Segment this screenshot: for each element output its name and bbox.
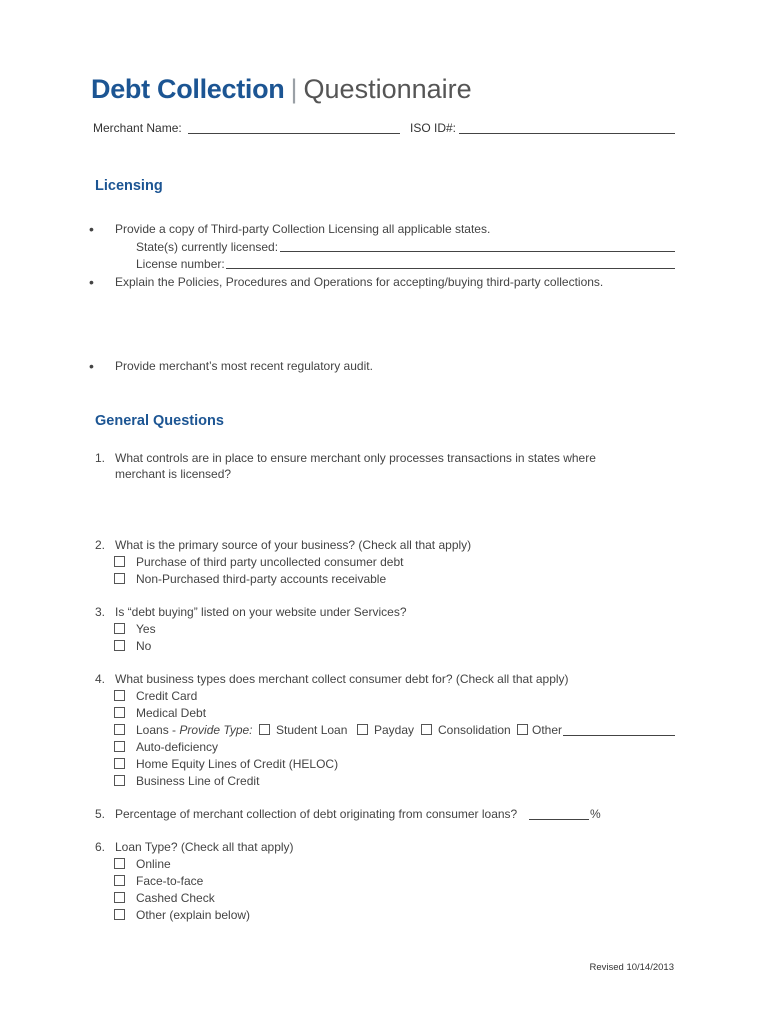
bullet-icon: • bbox=[89, 221, 94, 237]
question-5: Percentage of merchant collection of debt originating from consumer loans? bbox=[115, 807, 518, 821]
checkbox[interactable] bbox=[421, 724, 432, 735]
licensing-item-policies: Explain the Policies, Procedures and Operations for accepting/buying third-party collections. bbox=[115, 275, 604, 289]
option-label: Yes bbox=[136, 622, 156, 636]
question-1-line1: What controls are in place to ensure merchant only processes transactions in states where bbox=[115, 451, 596, 465]
checkbox[interactable] bbox=[114, 909, 125, 920]
option-label: Credit Card bbox=[136, 689, 198, 703]
percentage-field[interactable] bbox=[529, 819, 589, 820]
option-label: Purchase of third party uncollected consumer debt bbox=[136, 555, 404, 569]
option-label: Other (explain below) bbox=[136, 908, 251, 922]
question-1-line2: merchant is licensed? bbox=[115, 467, 232, 481]
checkbox[interactable] bbox=[114, 556, 125, 567]
option-label: Cashed Check bbox=[136, 891, 215, 905]
checkbox[interactable] bbox=[259, 724, 270, 735]
option-label: Auto-deficiency bbox=[136, 740, 219, 754]
title-light: Questionnaire bbox=[303, 74, 472, 104]
question-number: 4. bbox=[95, 672, 106, 686]
checkbox[interactable] bbox=[114, 623, 125, 634]
question-4: What business types does merchant collect consumer debt for? (Check all that apply) bbox=[115, 672, 569, 686]
question-3: Is “debt buying” listed on your website under Services? bbox=[115, 605, 407, 619]
question-number: 2. bbox=[95, 538, 106, 552]
iso-id-field[interactable] bbox=[459, 133, 675, 134]
checkbox[interactable] bbox=[114, 707, 125, 718]
option-label: Medical Debt bbox=[136, 706, 207, 720]
question-number: 3. bbox=[95, 605, 106, 619]
percent-unit: % bbox=[590, 807, 601, 821]
checkbox[interactable] bbox=[114, 892, 125, 903]
option-label: Home Equity Lines of Credit (HELOC) bbox=[136, 757, 339, 771]
question-2: What is the primary source of your business? (Check all that apply) bbox=[115, 538, 472, 552]
checkbox[interactable] bbox=[517, 724, 528, 735]
title-separator: | bbox=[290, 74, 298, 104]
bullet-icon: • bbox=[89, 274, 94, 290]
page-title bbox=[91, 71, 472, 107]
checkbox[interactable] bbox=[114, 690, 125, 701]
loans-label bbox=[136, 723, 253, 738]
license-number-field[interactable] bbox=[226, 268, 675, 269]
checkbox[interactable] bbox=[114, 775, 125, 786]
loans-text: Loans - bbox=[136, 723, 180, 737]
merchant-name-field[interactable] bbox=[188, 133, 400, 134]
title-bold: Debt Collection bbox=[91, 74, 285, 104]
loan-type-label: Other bbox=[532, 723, 563, 737]
checkbox[interactable] bbox=[114, 640, 125, 651]
option-label: Online bbox=[136, 857, 171, 871]
checkbox[interactable] bbox=[114, 858, 125, 869]
option-label: Non-Purchased third-party accounts receivable bbox=[136, 572, 387, 586]
loan-type-label: Payday bbox=[374, 723, 415, 737]
provide-type-text: Provide Type: bbox=[179, 723, 253, 737]
other-loan-type-field[interactable] bbox=[563, 735, 675, 736]
option-label: No bbox=[136, 639, 152, 653]
states-licensed-label: State(s) currently licensed: bbox=[136, 240, 279, 254]
licensing-item-audit: Provide merchant’s most recent regulatory audit. bbox=[115, 359, 373, 373]
revised-date: Revised 10/14/2013 bbox=[589, 962, 674, 973]
general-questions-heading: General Questions bbox=[95, 413, 224, 429]
checkbox[interactable] bbox=[114, 573, 125, 584]
option-label: Business Line of Credit bbox=[136, 774, 260, 788]
checkbox[interactable] bbox=[114, 758, 125, 769]
question-6: Loan Type? (Check all that apply) bbox=[115, 840, 294, 854]
checkbox[interactable] bbox=[114, 875, 125, 886]
checkbox[interactable] bbox=[114, 724, 125, 735]
checkbox[interactable] bbox=[114, 741, 125, 752]
licensing-item-copy: Provide a copy of Third-party Collection Licensing all applicable states. bbox=[115, 222, 491, 236]
loan-type-label: Consolidation bbox=[438, 723, 511, 737]
checkbox[interactable] bbox=[357, 724, 368, 735]
licensing-heading: Licensing bbox=[95, 178, 163, 194]
question-number: 1. bbox=[95, 451, 106, 465]
license-number-label: License number: bbox=[136, 257, 225, 271]
option-label: Face-to-face bbox=[136, 874, 204, 888]
merchant-name-label: Merchant Name: bbox=[93, 121, 182, 135]
question-number: 5. bbox=[95, 807, 106, 821]
iso-id-label: ISO ID#: bbox=[410, 121, 457, 135]
states-licensed-field[interactable] bbox=[280, 251, 675, 252]
loan-type-label: Student Loan bbox=[276, 723, 348, 737]
question-number: 6. bbox=[95, 840, 106, 854]
bullet-icon: • bbox=[89, 358, 94, 374]
